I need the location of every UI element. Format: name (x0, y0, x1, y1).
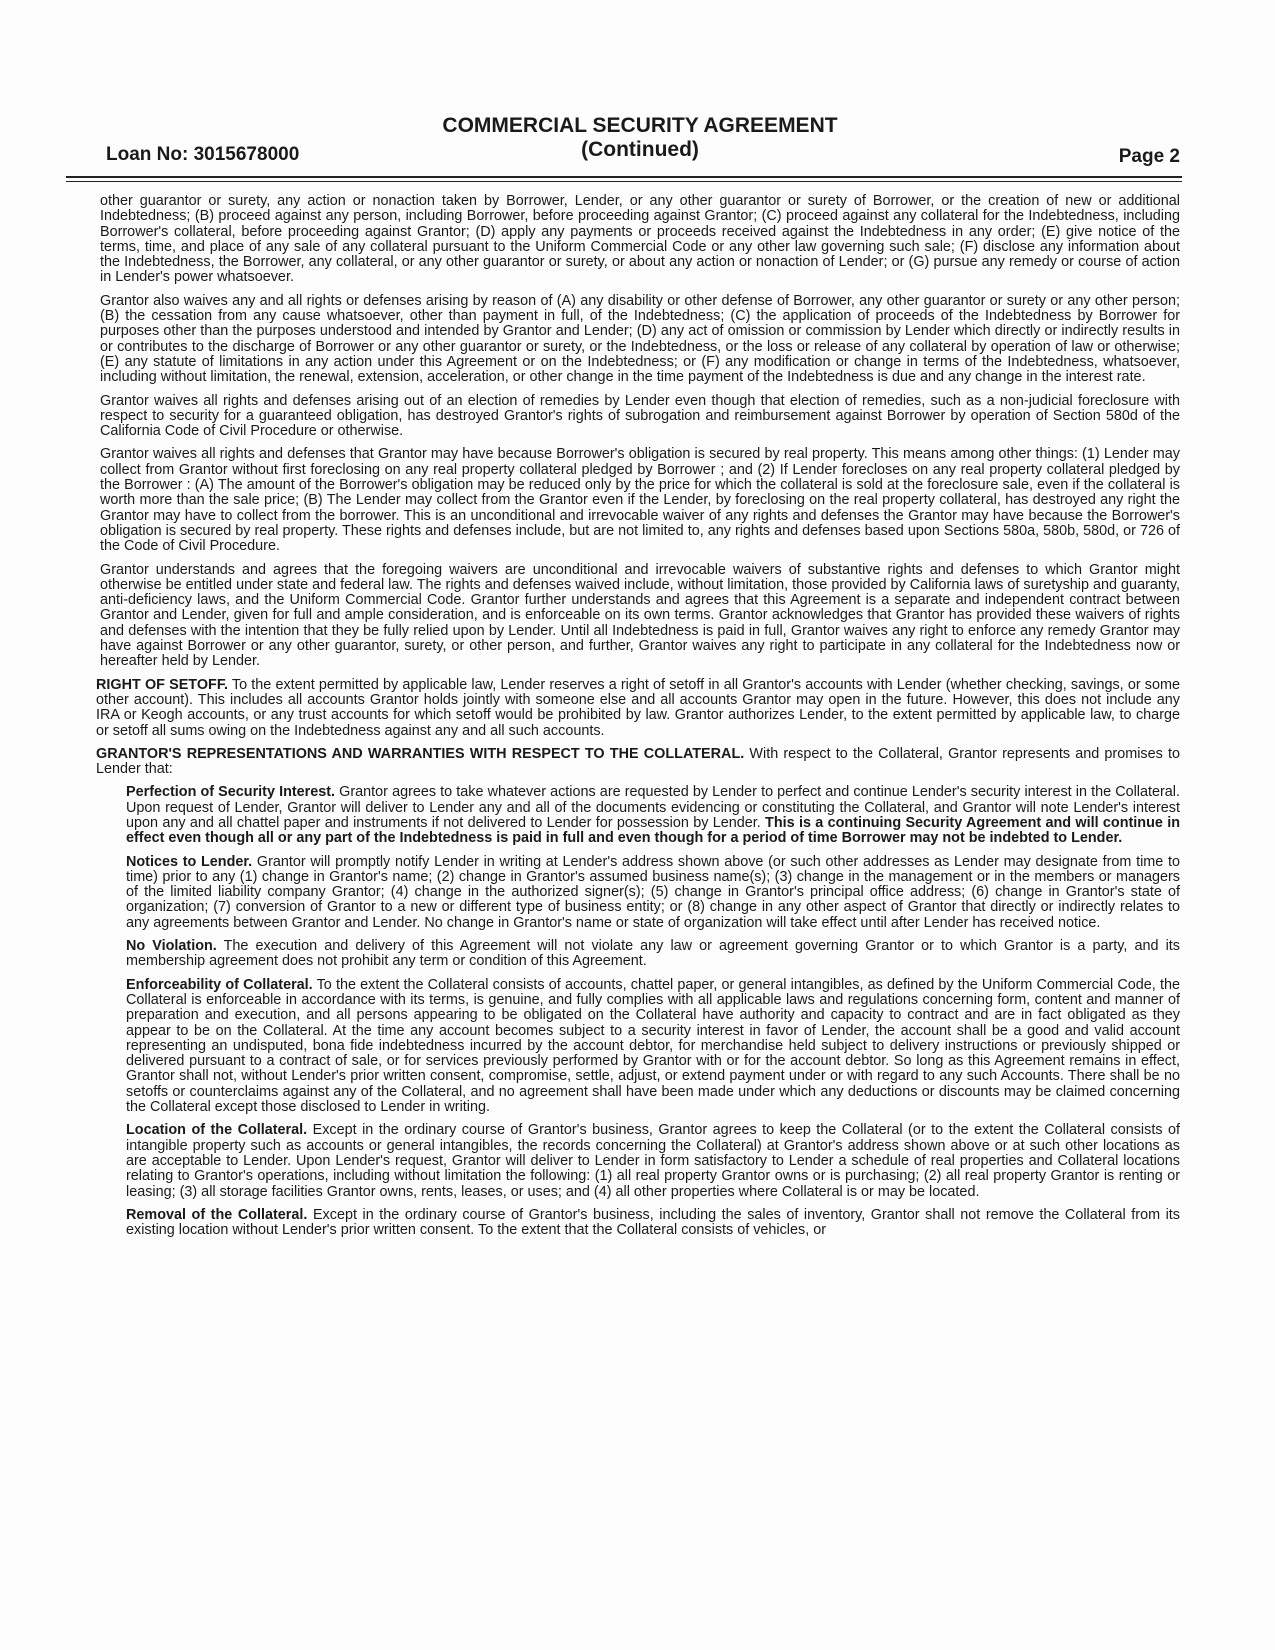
waiver-paragraph-continued: other guarantor or surety, any action or nonaction taken by Borrower, Lender, or any other guarantor or surety of Borrower, or the creation of new or additional Indebtedness; (B) proceed against any person, including Borrower, before proceeding against Grantor; (C) proceed against any collateral for the Indebtedness, including Borrower's collateral, before proceeding against Grantor; (D) apply any payments or proceeds received against the Indebtedness in any order; (E) give notice of the terms, time, and place of any sale of any collateral pursuant to the Uniform Commercial Code or any other law governing such sale; (F) disclose any information about the Indebtedness, the Borrower, any collateral, or any other guarantor or surety, or about any action or nonaction of Lender; or (G) pursue any remedy or course of action in Lender's power whatsoever. (100, 193, 1180, 286)
notices-text: Grantor will promptly notify Lender in writing at Lender's address shown above (or such other addresses as Lender may designate from time to time) prior to any (1) change in Grantor's name; (2) change in Grantor's assumed business name(s); (3) change in the management or in the members or managers of the limited liability company Grantor; (4) change in the authorized signer(s); (5) change in Grantor's principal office address; (6) change in Grantor's state of organization; (7) conversion of Grantor to a new or different type of business entity; or (8) change in any other aspect of Grantor that directly or indirectly relates to any agreements between Grantor and Lender. No change in Grantor's name or state of organization will take effect until after Lender has received notice. (126, 853, 1180, 931)
representations-section (96, 747, 1180, 778)
header-rule-thick (66, 176, 1182, 178)
perfection-section (126, 785, 1180, 846)
page-number: Page 2 (1118, 146, 1180, 167)
removal-section (126, 1208, 1180, 1239)
waiver-paragraph-defenses: Grantor also waives any and all rights or defenses arising by reason of (A) any disability or other defense of Borrower, any other guarantor or surety or any other person; (B) the cessation from any cause whatsoever, other than payment in full, of the Indebtedness; (C) the application of proceeds of the Indebtedness by Borrower for purposes other than the purposes understood and intended by Grantor and Lender; (D) any act of omission or commission by Lender which directly or indirectly results in or contributes to the discharge of Borrower or any other guarantor or surety, or the Indebtedness, or the loss or release of any collateral by operation of law or otherwise; (E) any statute of limitations in any action under this Agreement or on the Indebtedness; or (F) any modification or change in terms of the Indebtedness, whatsoever, including without limitation, the renewal, extension, acceleration, or other change in the time payment of the Indebtedness is due and any change in the interest rate. (100, 292, 1180, 386)
perfection-continuing-notice: This is a continuing Security Agreement and will continue in effect even though all or any part of the Indebtedness is paid in full and even though for a period of time Borrower may not be indebted to Lender. (126, 814, 1180, 847)
enforceability-section (126, 978, 1180, 1116)
right-of-setoff-heading: RIGHT OF SETOFF. (96, 676, 229, 693)
header-rule-thin (66, 181, 1182, 182)
page-header (100, 114, 1180, 174)
representations-text: With respect to the Collateral, Grantor represents and promises to Lender that: (96, 745, 1180, 778)
waiver-paragraph-understanding: Grantor understands and agrees that the foregoing waivers are unconditional and irrevocable waivers of substantive rights and defenses to which Grantor might otherwise be entitled under state and federal law. The rights and defenses waived include, without limitation, those provided by California laws of suretyship and guaranty, anti-deficiency laws, and the Uniform Commercial Code. Grantor further understands and agrees that this Agreement is a separate and independent contract between Grantor and Lender, given for full and ample consideration, and is enforceable on its own terms. Grantor acknowledges that Grantor has provided these waivers of rights and defenses with the intention that they be fully relied upon by Lender. Until all Indebtedness is paid in full, Grantor waives any right to enforce any remedy Grantor may have against Borrower or any other guarantor, surety, or other person, and further, Grantor waives any right to participate in any collateral for the Indebtedness now or hereafter held by Lender. (100, 561, 1180, 670)
no-violation-section (126, 939, 1180, 970)
no-violation-heading: No Violation. (126, 938, 217, 955)
enforceability-text: To the extent the Collateral consists of accounts, chattel paper, or general intangibles, as defined by the Uniform Commercial Code, the Collateral is enforceable in accordance with its terms, is genuine, and fully complies with all applicable laws and regulations concerning form, content and manner of preparation and execution, and all persons appearing to be obligated on the Collateral have authority and capacity to contract and are in fact obligated as they appear to be on the Collateral. At the time any account becomes subject to a security interest in favor of Lender, the account shall be a good and valid account representing an undisputed, bona fide indebtedness incurred by the account debtor, for merchandise held subject to delivery instructions or previously shipped or delivered pursuant to a contract of sale, or for services previously performed by Grantor with or for the account debtor. So long as this Agreement remains in effect, Grantor shall not, without Lender's prior written consent, compromise, settle, adjust, or extend payment under or with regard to any such Accounts. There shall be no setoffs or counterclaims against any of the Collateral, and no agreement shall have been made under which any deductions or discounts may be claimed concerning the Collateral except those disclosed to Lender in writing. (126, 976, 1180, 1116)
location-text: Except in the ordinary course of Grantor's business, Grantor agrees to keep the Collateral (or to the extent the Collateral consists of intangible property such as accounts or general intangibles, the records concerning the Collateral) at Grantor's address shown above or at such other locations as are acceptable to Lender. Upon Lender's request, Grantor will deliver to Lender in form satisfactory to Lender a schedule of real properties and Collateral locations relating to Grantor's operations, including without limitation the following: (1) all real property Grantor owns or is purchasing; (2) all real property Grantor is renting or leasing; (3) all storage facilities Grantor owns, rents, leases, or uses; and (4) all other properties where Collateral is or may be located. (126, 1122, 1181, 1200)
waiver-paragraph-real-property: Grantor waives all rights and defenses that Grantor may have because Borrower's obligation is secured by real property. This means among other things: (1) Lender may collect from Grantor without first foreclosing on any real property collateral pledged by Borrower ; and (2) If Lender forecloses on any real property collateral pledged by the Borrower : (A) The amount of the Borrower's obligation may be reduced only by the price for which the collateral is sold at the foreclosure sale, even if the collateral is worth more than the sale price; (B) The Lender may collect from the Grantor even if the Lender, by foreclosing on the real property collateral, has destroyed any right the Grantor may have to collect from the borrower. This is an unconditional and irrevocable waiver of any rights and defenses the Grantor may have because the Borrower's obligation is secured by real property. These rights and defenses include, but are not limited to, any rights and defenses based upon Sections 580a, 580b, 580d, or 726 of the Code of Civil Procedure. (100, 446, 1180, 555)
perfection-text: Grantor agrees to take whatever actions are requested by Lender to perfect and continue Lender's security interest in the Collateral. Upon request of Lender, Grantor will deliver to Lender any and all of the documents evidencing or constituting the Collateral, and Grantor will note Lender's interest upon any and all chattel paper and instruments if not delivered to Lender for possession by Lender. (126, 784, 1180, 831)
location-heading: Location of the Collateral. (126, 1122, 308, 1139)
document-body (96, 193, 1181, 1246)
document-subtitle: (Continued) (581, 138, 699, 161)
perfection-heading: Perfection of Security Interest. (126, 784, 336, 801)
loan-number: Loan No: 3015678000 (106, 144, 300, 165)
removal-heading: Removal of the Collateral. (126, 1206, 308, 1223)
representations-heading: GRANTOR'S REPRESENTATIONS AND WARRANTIES WITH RESPECT TO THE COLLATERAL. (96, 745, 745, 762)
no-violation-text: The execution and delivery of this Agreement will not violate any law or agreement governing Grantor or to which Grantor is a party, and its membership agreement does not prohibit any term or condition of this Agreement. (126, 938, 1180, 970)
right-of-setoff-text: To the extent permitted by applicable law, Lender reserves a right of setoff in all Grantor's accounts with Lender (whether checking, savings, or some other account). This includes all accounts Grantor holds jointly with someone else and all accounts Grantor may open in the future. However, this does not include any IRA or Keogh accounts, or any trust accounts for which setoff would be prohibited by law. Grantor authorizes Lender, to the extent permitted by applicable law, to charge or setoff all sums owing on the Indebtedness against any and all such accounts. (96, 676, 1180, 739)
right-of-setoff-section (96, 678, 1180, 739)
notices-section (126, 855, 1180, 931)
notices-heading: Notices to Lender. (126, 853, 253, 870)
waiver-paragraph-election-of-remedies: Grantor waives all rights and defenses arising out of an election of remedies by Lender even though that election of remedies, such as a non-judicial foreclosure with respect to security for a guaranteed obligation, has destroyed Grantor's rights of subrogation and reimbursement against Borrower by operation of Section 580d of the California Code of Civil Procedure or otherwise. (100, 392, 1180, 440)
location-section (126, 1123, 1180, 1199)
removal-text: Except in the ordinary course of Grantor's business, including the sales of inventory, Grantor shall not remove the Collateral from its existing location without Lender's prior written consent. To the extent that the Collateral consists of vehicles, or (126, 1206, 1181, 1239)
document-title: COMMERCIAL SECURITY AGREEMENT (442, 114, 838, 137)
enforceability-heading: Enforceability of Collateral. (126, 976, 313, 993)
